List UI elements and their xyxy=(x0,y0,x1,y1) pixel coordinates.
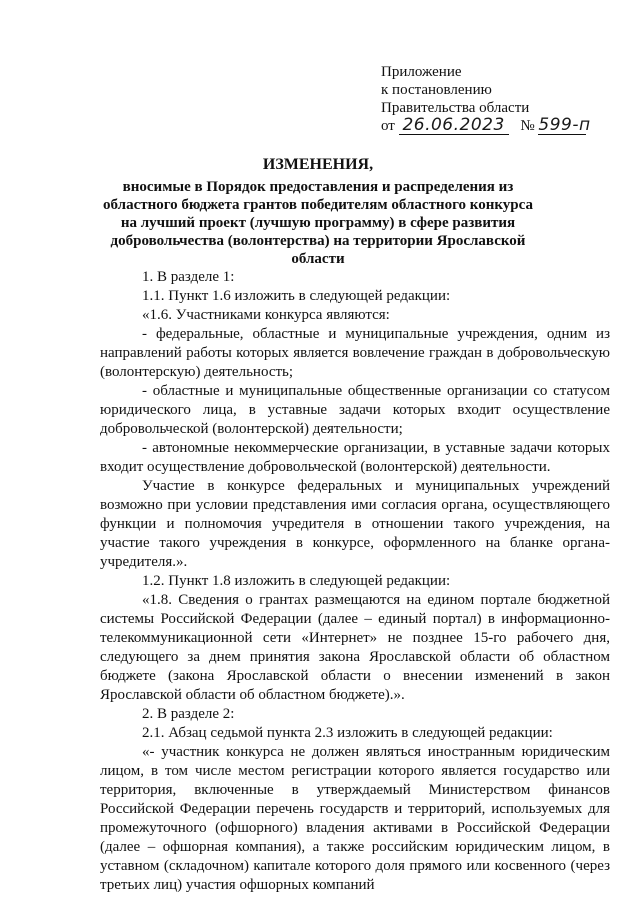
handwritten-number: 599-п xyxy=(538,115,591,135)
title-subtitle: вносимые в Порядок предоставления и распределения из областного бюджета грантов победителям областного конкурса на лучший проект (лучшую программу) в сфере развития добровольчества (волонтерства) на территории Ярославской области xyxy=(103,179,533,267)
paragraph: 2.1. Абзац седьмой пункта 2.3 изложить в следующей редакции: xyxy=(142,725,553,741)
document-title xyxy=(98,156,538,268)
handwritten-date: 26.06.2023 xyxy=(402,115,505,135)
paragraph: «1.6. Участниками конкурса являются: xyxy=(142,307,390,323)
paragraph: Участие в конкурсе федеральных и муниципальных учреждений возможно при условии представления ими согласия органа, осуществляющего функции и полномочия учредителя в отношении такого учреждения, на участие такого учреждения в конкурсе, оформленного на бланке органа-учредителя.». xyxy=(100,478,610,570)
paragraph: - автономные некоммерческие организации, в уставные задачи которых входит осуществление добровольческой (волонтерской) деятельности. xyxy=(100,440,610,475)
paragraph: 1.1. Пункт 1.6 изложить в следующей редакции: xyxy=(142,288,451,304)
appendix-line-3: Правительства области xyxy=(381,100,530,116)
date-field xyxy=(399,117,509,135)
paragraph: 1.2. Пункт 1.8 изложить в следующей редакции: xyxy=(142,573,451,589)
number-field xyxy=(538,115,591,135)
paragraph: «- участник конкурса не должен являться иностранным юридическим лицом, в том числе местом регистрации которого является государство или территория, включенные в утверждаемый Министерством финансов Российской Федерации перечень государств и территорий, используемых для промежуточного (офшорного) владения активами в Российской Федерации (далее – офшорная компания), а также российским юридическим лицом, в уставном (складочном) капитале которого доля прямого или косвенного (через третьих лиц) участия офшорных компаний xyxy=(100,744,610,893)
paragraph: - федеральные, областные и муниципальные учреждения, одним из направлений работы которых является вовлечение граждан в добровольческую (волонтерскую) деятельность; xyxy=(100,326,610,380)
paragraph: «1.8. Сведения о грантах размещаются на едином портале бюджетной системы Российской Федерации (далее – единый портал) в информационно-телекоммуникационной сети «Интернет» не позднее 15-го рабочего дня, следующего за днем принятия закона Ярославской области об областном бюджете (закона Ярославской области о внесении изменений в закон Ярославской области об областном бюджете).». xyxy=(100,592,610,703)
appendix-line-1: Приложение xyxy=(381,64,462,80)
appendix-line-2: к постановлению xyxy=(381,82,492,98)
document-body xyxy=(100,268,610,895)
appendix-date-line xyxy=(381,115,591,135)
from-label: от xyxy=(381,118,395,134)
paragraph: 1. В разделе 1: xyxy=(142,269,235,285)
number-label: № xyxy=(520,118,535,134)
title-main: ИЗМЕНЕНИЯ, xyxy=(262,156,374,173)
paragraph: 2. В разделе 2: xyxy=(142,706,235,722)
appendix-header xyxy=(381,63,591,135)
paragraph: - областные и муниципальные общественные организации со статусом юридического лица, в уставные задачи которых входит осуществление добровольческой (волонтерской) деятельности; xyxy=(100,383,610,437)
